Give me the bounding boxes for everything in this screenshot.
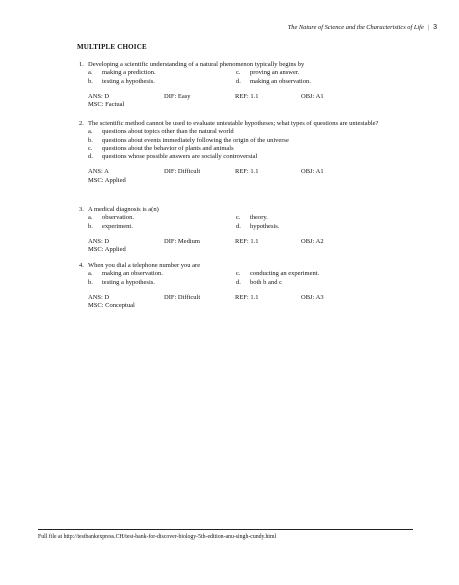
msc: MSC: Applied — [88, 176, 126, 184]
options-list — [88, 128, 418, 161]
question-1 — [79, 61, 418, 110]
question-4 — [79, 262, 418, 311]
question-number: 1. — [79, 61, 84, 68]
answer: ANS: D — [88, 237, 110, 245]
objective: OBJ: A1 — [301, 92, 324, 100]
difficulty: DIF: Difficult — [164, 168, 201, 176]
question-2 — [79, 120, 418, 185]
objective: OBJ: A2 — [301, 237, 324, 245]
option-d: d. hypothesis. — [236, 222, 280, 230]
answer-meta — [88, 294, 418, 311]
running-title: The Nature of Science and the Characteristics of Life — [287, 24, 424, 31]
answer-meta — [88, 238, 418, 255]
question-3 — [79, 206, 418, 255]
reference: REF: 1.1 — [235, 92, 259, 100]
options-grid — [88, 214, 418, 231]
page-number: 3 — [433, 24, 437, 31]
option-c: c. theory. — [236, 214, 268, 222]
option-d: d. questions whose possible answers are socially controversial — [88, 153, 258, 161]
difficulty: DIF: Easy — [164, 92, 191, 100]
objective: OBJ: A1 — [301, 168, 324, 176]
objective: OBJ: A3 — [301, 293, 324, 301]
msc: MSC: Factual — [88, 101, 125, 109]
options-grid — [88, 270, 418, 287]
option-d: d. making an observation. — [236, 77, 311, 85]
question-number: 2. — [79, 120, 84, 127]
option-b: b. testing a hypothesis. — [88, 278, 155, 286]
msc: MSC: Applied — [88, 246, 126, 254]
question-number: 3. — [79, 206, 84, 213]
option-b: b. testing a hypothesis. — [88, 77, 155, 85]
answer: ANS: A — [88, 168, 109, 176]
option-a: a. questions about topics other than the natural world — [88, 128, 234, 136]
question-stem: Developing a scientific understanding of a natural phenomenon typically begins by — [88, 61, 305, 68]
footer-divider — [38, 529, 413, 530]
answer: ANS: D — [88, 92, 110, 100]
option-c: c. conducting an experiment. — [236, 270, 320, 278]
option-b: b. experiment. — [88, 222, 133, 230]
difficulty: DIF: Medium — [164, 237, 200, 245]
reference: REF: 1.1 — [235, 168, 259, 176]
option-b: b. questions about events immediately following the origin of the universe — [88, 136, 289, 144]
reference: REF: 1.1 — [235, 293, 259, 301]
answer: ANS: D — [88, 293, 110, 301]
option-a: a. making an observation. — [88, 270, 163, 278]
msc: MSC: Conceptual — [88, 302, 135, 310]
reference: REF: 1.1 — [235, 237, 259, 245]
options-grid — [88, 69, 418, 86]
question-number: 4. — [79, 262, 84, 269]
answer-meta — [88, 93, 418, 110]
option-a: a. making a prediction. — [88, 69, 156, 77]
question-stem: When you dial a telephone number you are — [88, 262, 201, 269]
section-title: MULTIPLE CHOICE — [77, 43, 147, 51]
footer-link-text: Full file at http://testbankexpress.CH/test-bank-for-discover-biology-5th-edition-anu-singh-cundy.html — [38, 534, 277, 540]
option-a: a. observation. — [88, 214, 134, 222]
question-stem: A medical diagnosis is a(n) — [88, 206, 159, 213]
running-header — [288, 24, 437, 31]
option-d: d. both b and c — [236, 278, 282, 286]
question-stem: The scientific method cannot be used to evaluate untestable hypotheses; what types of questions are untestable? — [88, 120, 379, 127]
option-c: c. questions about the behavior of plants and animals — [88, 144, 234, 152]
answer-meta — [88, 168, 418, 185]
difficulty: DIF: Difficult — [164, 293, 201, 301]
header-separator: | — [427, 24, 430, 31]
option-c: c. proving an answer. — [236, 69, 300, 77]
